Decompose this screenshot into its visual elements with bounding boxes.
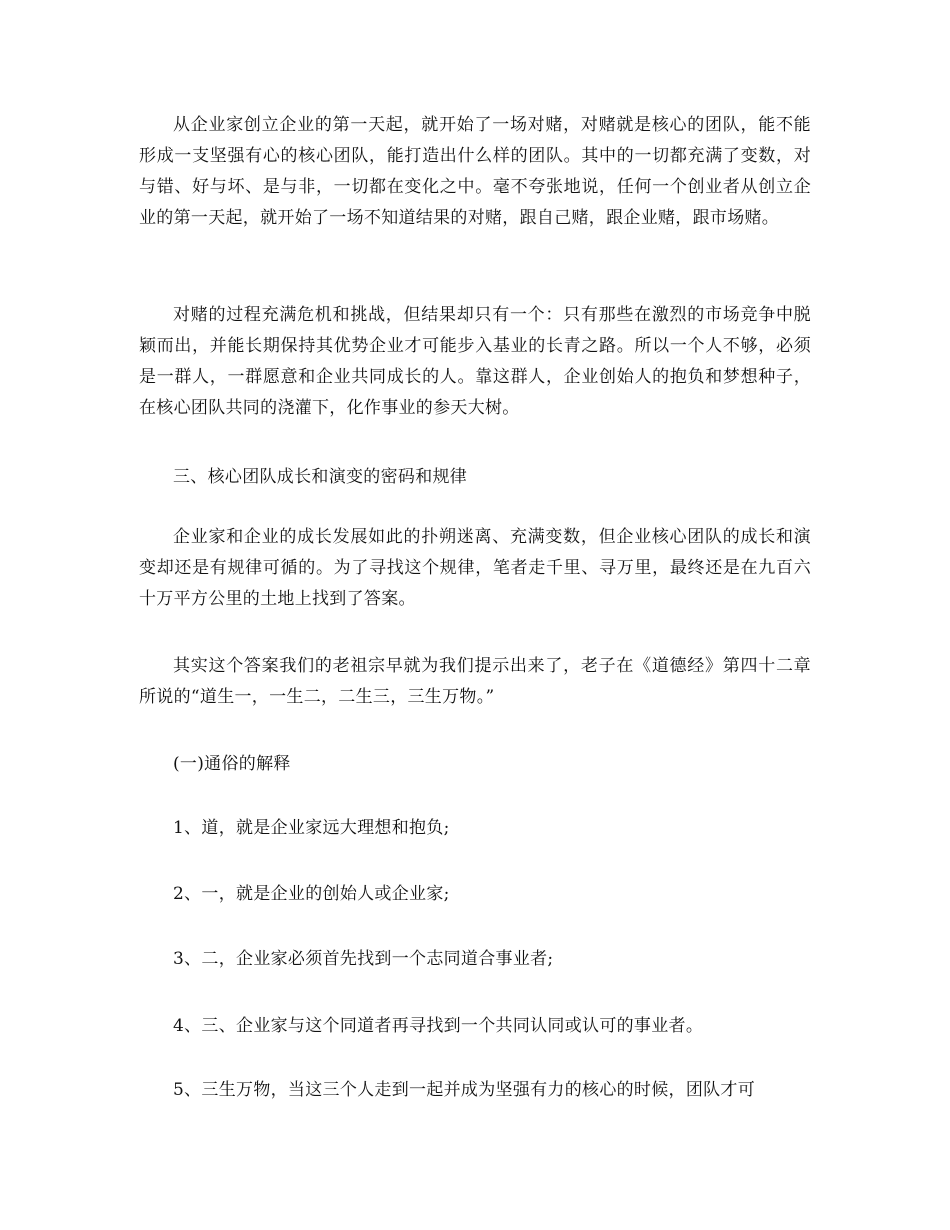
paragraph-3: 企业家和企业的成长发展如此的扑朔迷离、充满变数，但企业核心团队的成长和演变却还是有规律可循的。为了寻找这个规律，笔者走千里、寻万里，最终还是在九百六十万平方公里的土地上找到了答案。 bbox=[139, 527, 811, 609]
paragraph-2: 对赌的过程充满危机和挑战，但结果却只有一个：只有那些在激烈的市场竞争中脱颖而出，并能长期保持其优势企业才可能步入基业的长青之路。所以一个人不够，必须是一群人，一群愿意和企业共同成长的人。靠这群人，企业创始人的抱负和梦想种子，在核心团队共同的浇灌下，化作事业的参天大树。 bbox=[139, 305, 811, 418]
paragraph-1: 从企业家创立企业的第一天起，就开始了一场对赌，对赌就是核心的团队，能不能形成一支坚强有心的核心团队，能打造出什么样的团队。其中的一切都充满了变数，对与错、好与坏、是与非，一切都在变化之中。毫不夸张地说，任何一个创业者从创立企业的第一天起，就开始了一场不知道结果的对赌，跟自己赌，跟企业赌，跟市场赌。 bbox=[139, 115, 811, 228]
subheading: (一)通俗的解释 bbox=[173, 754, 291, 774]
section-heading: 三、核心团队成长和演变的密码和规律 bbox=[173, 467, 468, 487]
list-item-2: 2、一，就是企业的创始人或企业家; bbox=[173, 884, 450, 904]
list-item-3: 3、二，企业家必须首先找到一个志同道合事业者; bbox=[173, 949, 554, 969]
list-item-5: 5、三生万物，当这三个人走到一起并成为坚强有力的核心的时候，团队才可 bbox=[173, 1080, 756, 1100]
paragraph-4: 其实这个答案我们的老祖宗早就为我们提示出来了，老子在《道德经》第四十二章所说的“道生一，一生二，二生三，三生万物。” bbox=[139, 656, 811, 707]
list-item-1: 1、道，就是企业家远大理想和抱负; bbox=[173, 818, 450, 838]
list-item-4: 4、三、企业家与这个同道者再寻找到一个共同认同或认可的事业者。 bbox=[173, 1016, 704, 1036]
